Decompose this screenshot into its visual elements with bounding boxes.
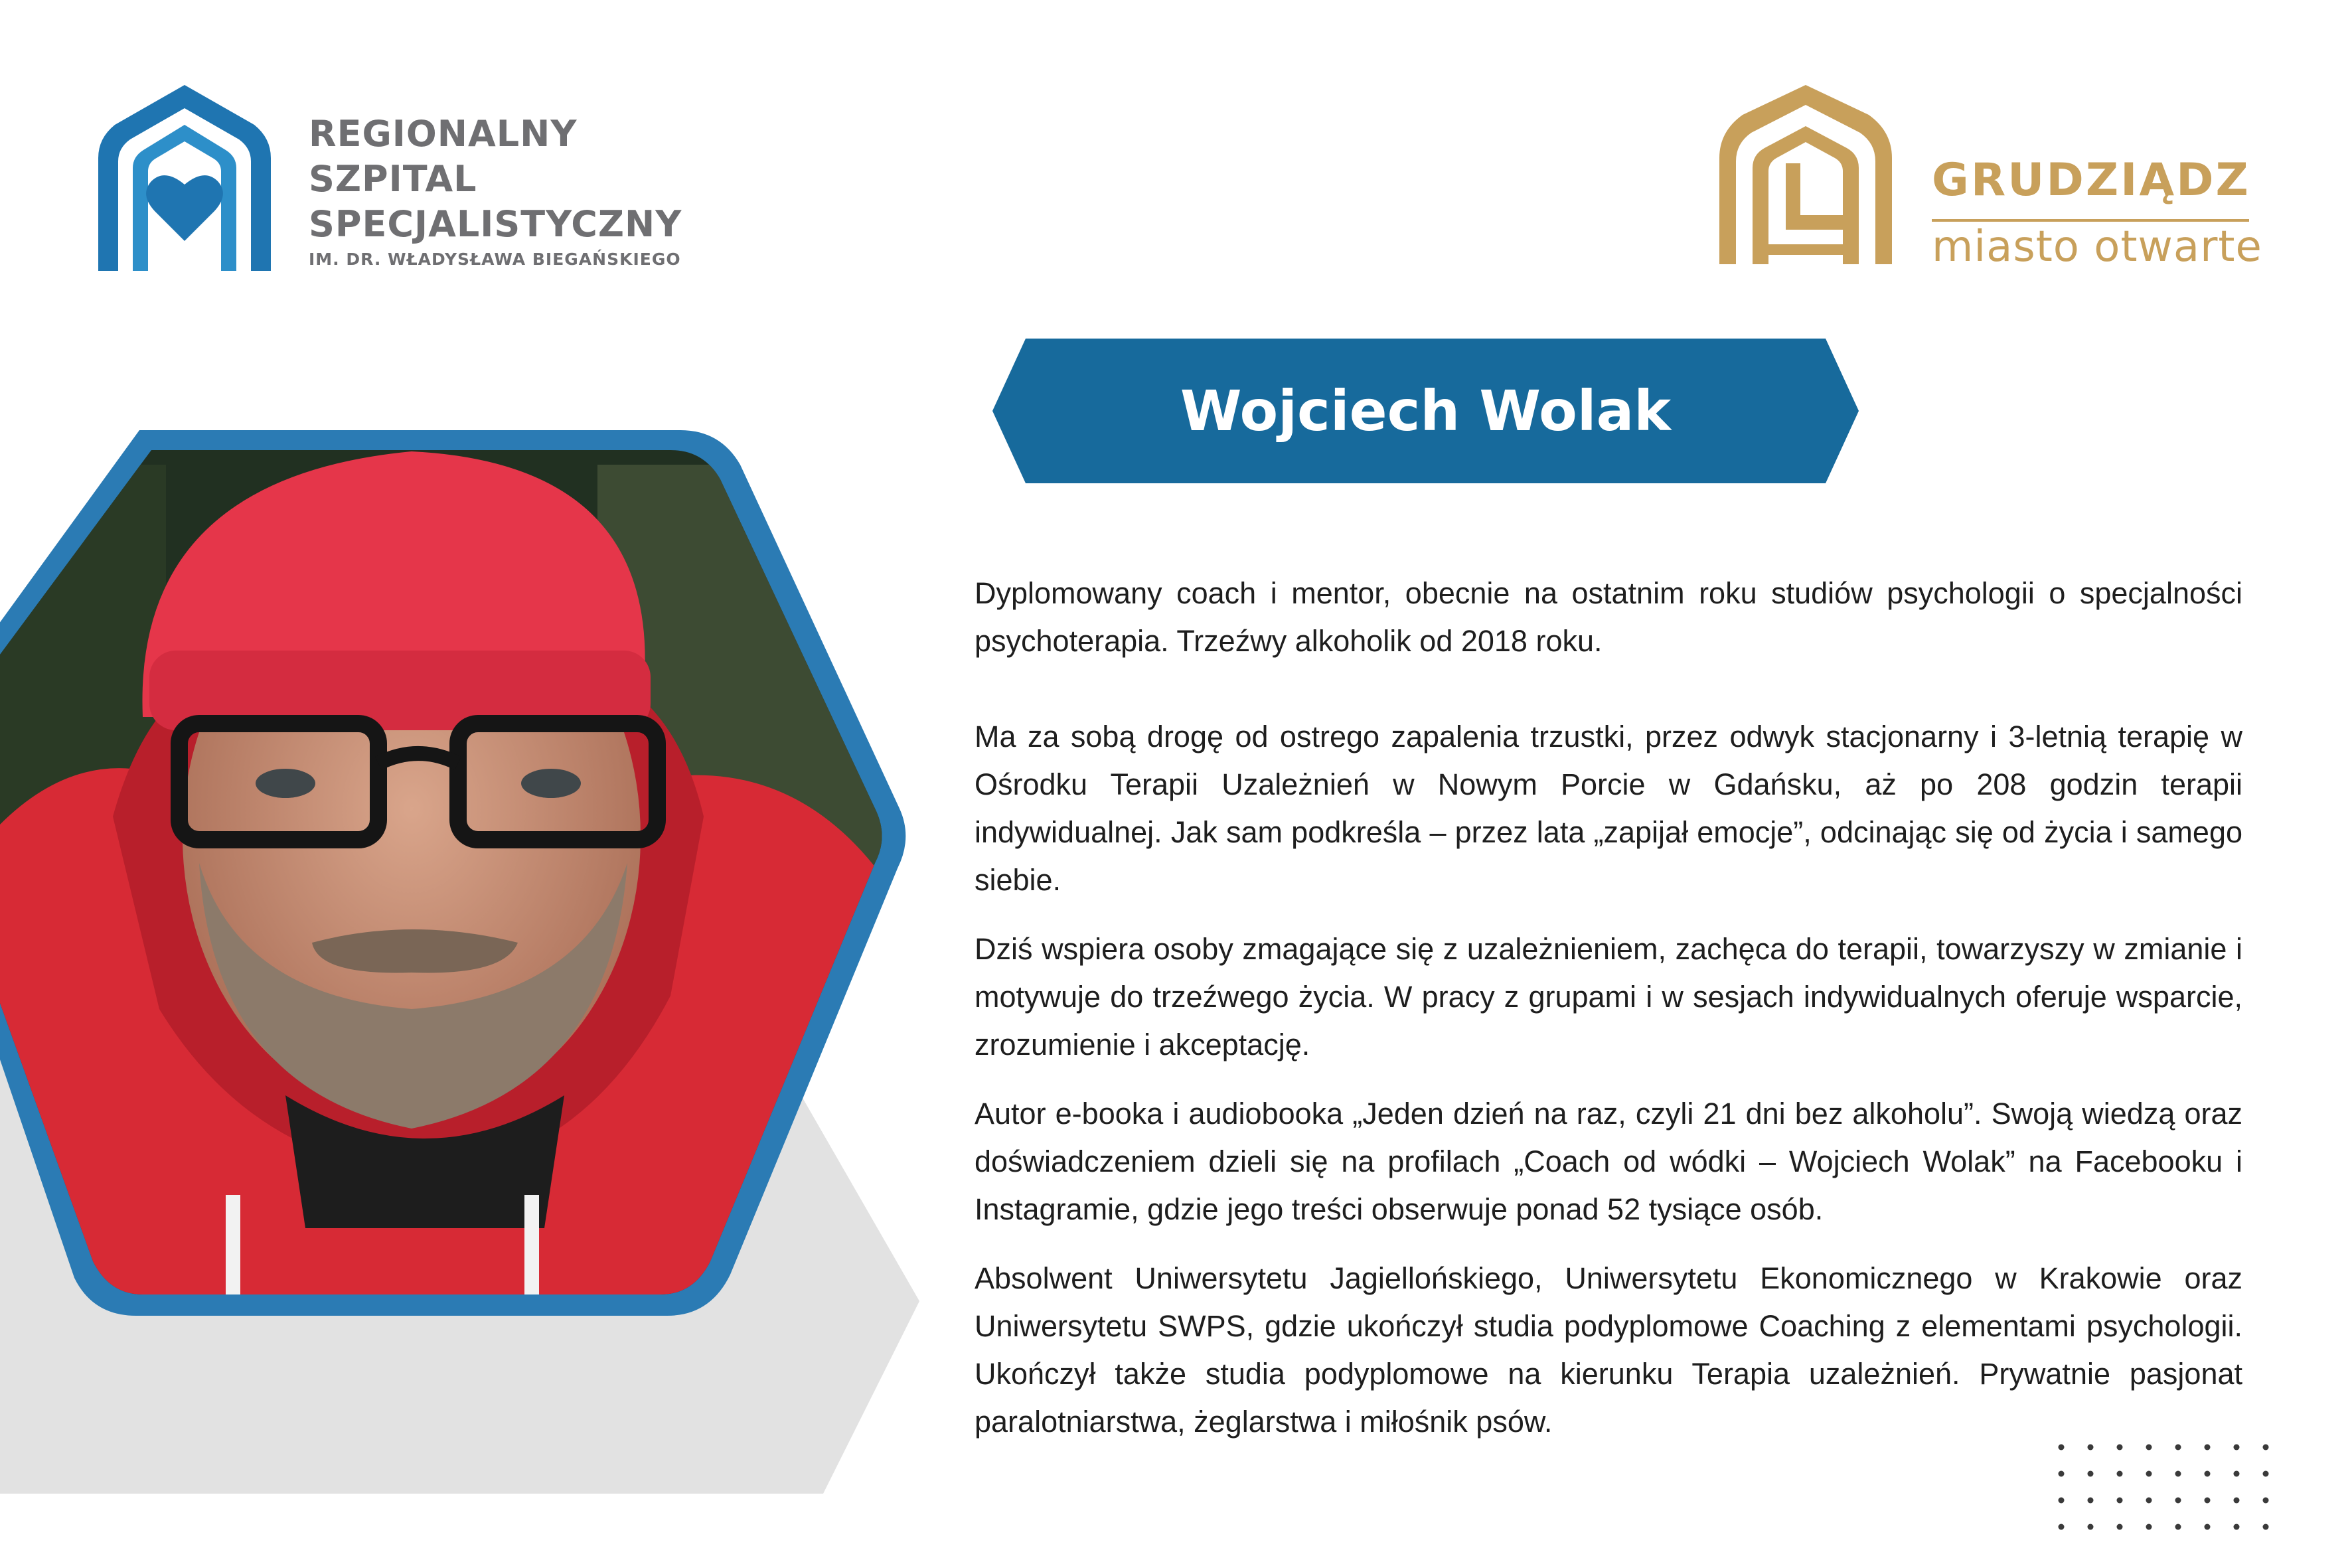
dot [2175,1498,2181,1504]
dot [2059,1524,2065,1530]
bio-paragraph-5: Absolwent Uniwersytetu Jagiellońskiego, Uniwersytetu Ekonomicznego w Krakowie oraz Uniwersytetu SWPS, gdzie ukończył studia podyplomowe Coaching z elementami psychologii. Ukończył także studia podyplomowe na kierunku Terapia uzależnień. Prywatnie pasjonat paralotniarstwa, żeglarstwa i miłośnik psów. [975,1261,2242,1439]
hospital-line-2: SZPITAL [309,158,477,200]
bio-text [975,570,2242,1467]
dot [2088,1471,2094,1477]
hospital-logo-icon [92,85,277,277]
dot [2146,1471,2152,1477]
person-name: Wojciech Wolak [1180,378,1672,443]
dot [2117,1445,2123,1450]
bio-paragraph-3: Dziś wspiera osoby zmagające się z uzależnieniem, zachęca do terapii, towarzyszy w zmianie i motywuje do trzeźwego życia. W pracy z grupami i w sesjach indywidualnych oferuje wsparcie, zrozumienie i akceptację. [975,932,2242,1061]
dot [2263,1445,2269,1450]
dot [2088,1445,2094,1450]
city-tagline: miasto otwarte [1932,222,2262,272]
dot [2059,1445,2065,1450]
dot [2263,1498,2269,1504]
dot [2205,1471,2211,1477]
city-divider [1932,219,2249,222]
bio-paragraph-4: Autor e-booka i audiobooka „Jeden dzień na raz, czyli 21 dni bez alkoholu”. Swoją wiedzą oraz doświadczeniem dzieli się na profilach „Coach od wódki – Wojciech Wolak” na Facebooku i Instagramie, gdzie jego treści obserwuje ponad 52 tysiące osób. [975,1097,2242,1226]
dot [2234,1498,2240,1504]
dot [2263,1524,2269,1530]
bio-paragraph-2: Ma za sobą drogę od ostrego zapalenia trzustki, przez odwyk stacjonarny i 3-letnią terapię w Ośrodku Terapii Uzależnień w Nowym Porcie w Gdańsku, aż po 208 godzin terapii indywidualnej. Jak sam podkreśla – przez lata „zapijał emocje”, odcinając się od życia i samego siebie. [975,720,2242,897]
dot [2117,1471,2123,1477]
city-name: GRUDZIĄDZ [1932,154,2250,206]
dot [2175,1471,2181,1477]
dot [2059,1498,2065,1504]
dot [2234,1445,2240,1450]
dot [2088,1524,2094,1530]
dot [2205,1524,2211,1530]
bio-paragraph-1: Dyplomowany coach i mentor, obecnie na ostatnim roku studiów psychologii o specjalności psychoterapia. Trzeźwy alkoholik od 2018 roku. [975,576,2242,658]
dot [2146,1524,2152,1530]
dot [2175,1445,2181,1450]
dot [2205,1498,2211,1504]
dot [2117,1498,2123,1504]
dot [2263,1471,2269,1477]
dot [2146,1498,2152,1504]
dot [2146,1445,2152,1450]
dot [2205,1445,2211,1450]
dot [2117,1524,2123,1530]
dot [2175,1524,2181,1530]
hospital-subline: IM. DR. WŁADYSŁAWA BIEGAŃSKIEGO [309,250,681,269]
city-logo-icon [1713,85,1899,271]
dot-pattern [2055,1441,2274,1540]
dot [2234,1524,2240,1530]
dot [2059,1471,2065,1477]
hospital-line-1: REGIONALNY [309,113,578,155]
hospital-line-3: SPECJALISTYCZNY [309,203,682,245]
hospital-logo-text [309,112,682,269]
dot [2088,1498,2094,1504]
dot [2234,1471,2240,1477]
